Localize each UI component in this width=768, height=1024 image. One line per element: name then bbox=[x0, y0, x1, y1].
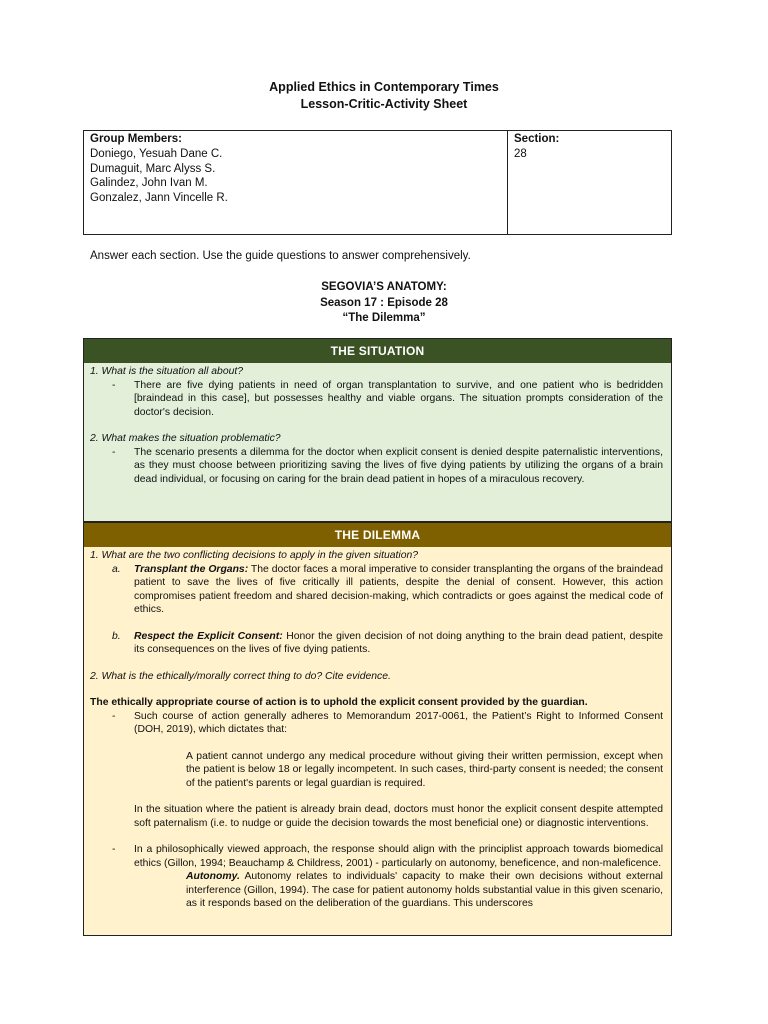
member-name: Doniego, Yesuah Dane C. bbox=[90, 147, 223, 160]
dash-bullet: - bbox=[112, 844, 116, 855]
option-a-title: Transplant the Organs: bbox=[134, 563, 249, 575]
situation-question-2: 2. What makes the situation problematic? bbox=[90, 433, 281, 444]
episode-heading bbox=[0, 280, 768, 327]
section-value: 28 bbox=[514, 147, 527, 160]
dilemma-section bbox=[83, 522, 672, 936]
option-a-text bbox=[134, 563, 663, 617]
group-members-label: Group Members: bbox=[90, 133, 183, 145]
situation-section bbox=[83, 338, 672, 522]
dilemma-body bbox=[84, 547, 671, 917]
evidence-point-1 bbox=[112, 710, 663, 737]
show-title: SEGOVIA’S ANATOMY: bbox=[321, 281, 447, 293]
document-title: Applied Ethics in Contemporary Times bbox=[269, 80, 499, 94]
season-episode: Season 17 : Episode 28 bbox=[320, 296, 448, 309]
document-subtitle: Lesson-Critic-Activity Sheet bbox=[300, 97, 468, 111]
dash-bullet: - bbox=[112, 446, 116, 458]
evidence-point-2 bbox=[112, 843, 663, 870]
option-b bbox=[112, 630, 663, 657]
autonomy-paragraph bbox=[186, 870, 663, 911]
situation-body bbox=[84, 363, 671, 492]
autonomy-text: Autonomy relates to individuals' capacity to make their own decisions without external interference (Gillon, 1994). The case for patient autonomy holds substantial value in this given scenario, as it responds based on the deliberation of the guardians. This underscores bbox=[186, 871, 663, 909]
option-b-label: b. bbox=[112, 630, 121, 642]
episode-name: “The Dilemma” bbox=[342, 312, 426, 324]
dilemma-question-2: 2. What is the ethically/morally correct thing to do? Cite evidence. bbox=[90, 670, 391, 682]
group-members-cell bbox=[84, 131, 508, 234]
dash-bullet: - bbox=[112, 710, 116, 722]
dash-bullet: - bbox=[112, 379, 116, 391]
group-info-table bbox=[83, 130, 672, 235]
section-cell bbox=[508, 131, 671, 234]
evidence-text: In a philosophically viewed approach, the response should align with the principlist approach towards biomedical ethics (Gillon, 1994; Beauchamp & Childress, 2001) - particularly on autonomy, beneficence, and non-maleficence. bbox=[134, 844, 663, 869]
evidence-text: Such course of action generally adheres to Memorandum 2017-0061, the Patient’s Right to Informed Consent (DOH, 2019), which dictates that: bbox=[134, 710, 663, 735]
option-b-title: Respect the Explicit Consent: bbox=[134, 630, 283, 642]
instruction-text: Answer each section. Use the guide questions to answer comprehensively. bbox=[90, 250, 471, 262]
option-b-text bbox=[134, 630, 663, 657]
member-name: Dumaguit, Marc Alyss S. bbox=[90, 162, 216, 175]
option-b-body: Honor the given decision of not doing anything to the brain dead patient, despite its consequences on the lives of five dying patients. bbox=[134, 630, 663, 655]
evidence-follow-up: In the situation where the patient is already brain dead, doctors must honor the explicit consent despite attempted soft paternalism (i.e. to nudge or guide the decision towards the most beneficial one) or diagnostic interventions. bbox=[134, 804, 663, 829]
situation-answer-1 bbox=[112, 379, 663, 420]
member-name: Galindez, John Ivan M. bbox=[90, 177, 208, 190]
option-a bbox=[112, 563, 663, 617]
situation-answer-2 bbox=[112, 446, 663, 487]
dilemma-header: THE DILEMMA bbox=[84, 523, 671, 547]
option-a-label: a. bbox=[112, 563, 121, 575]
situation-header: THE SITUATION bbox=[84, 339, 671, 363]
thesis-statement: The ethically appropriate course of action is to uphold the explicit consent provided by the guardian. bbox=[90, 697, 588, 708]
section-label: Section: bbox=[514, 133, 560, 145]
autonomy-title: Autonomy. bbox=[186, 871, 240, 882]
situation-question-1: 1. What is the situation all about? bbox=[90, 366, 244, 377]
memorandum-quote: A patient cannot undergo any medical procedure without giving their written permission, except when the patient is below 18 or legally incompetent. In such cases, third-party consent is needed; the consent of the patient's parents or legal guardian is required. bbox=[186, 750, 663, 789]
dilemma-question-1: 1. What are the two conflicting decisions to apply in the given situation? bbox=[90, 550, 419, 561]
answer-text: The scenario presents a dilemma for the doctor when explicit consent is denied despite paternalistic interventions, as they must choose between prioritizing saving the lives of five dying patients by utilizing the organs of a brain dead individual, or focusing on caring for the brain dead patient in hopes of a miraculous recovery. bbox=[134, 446, 663, 485]
member-name: Gonzalez, Jann Vincelle R. bbox=[90, 192, 228, 205]
answer-text: There are five dying patients in need of organ transplantation to survive, and one patient who is bedridden [braindead in this case], but possesses healthy and viable organs. The situation prompts consideration of the doctor's decision. bbox=[134, 379, 663, 418]
option-a-body: The doctor faces a moral imperative to consider transplanting the organs of the braindead patient to save the lives of five critically ill patients, despite the denial of consent. However, this action compromises patient freedom and shared decision-making, which contradicts or goes against the medical code of ethics. bbox=[134, 563, 663, 615]
